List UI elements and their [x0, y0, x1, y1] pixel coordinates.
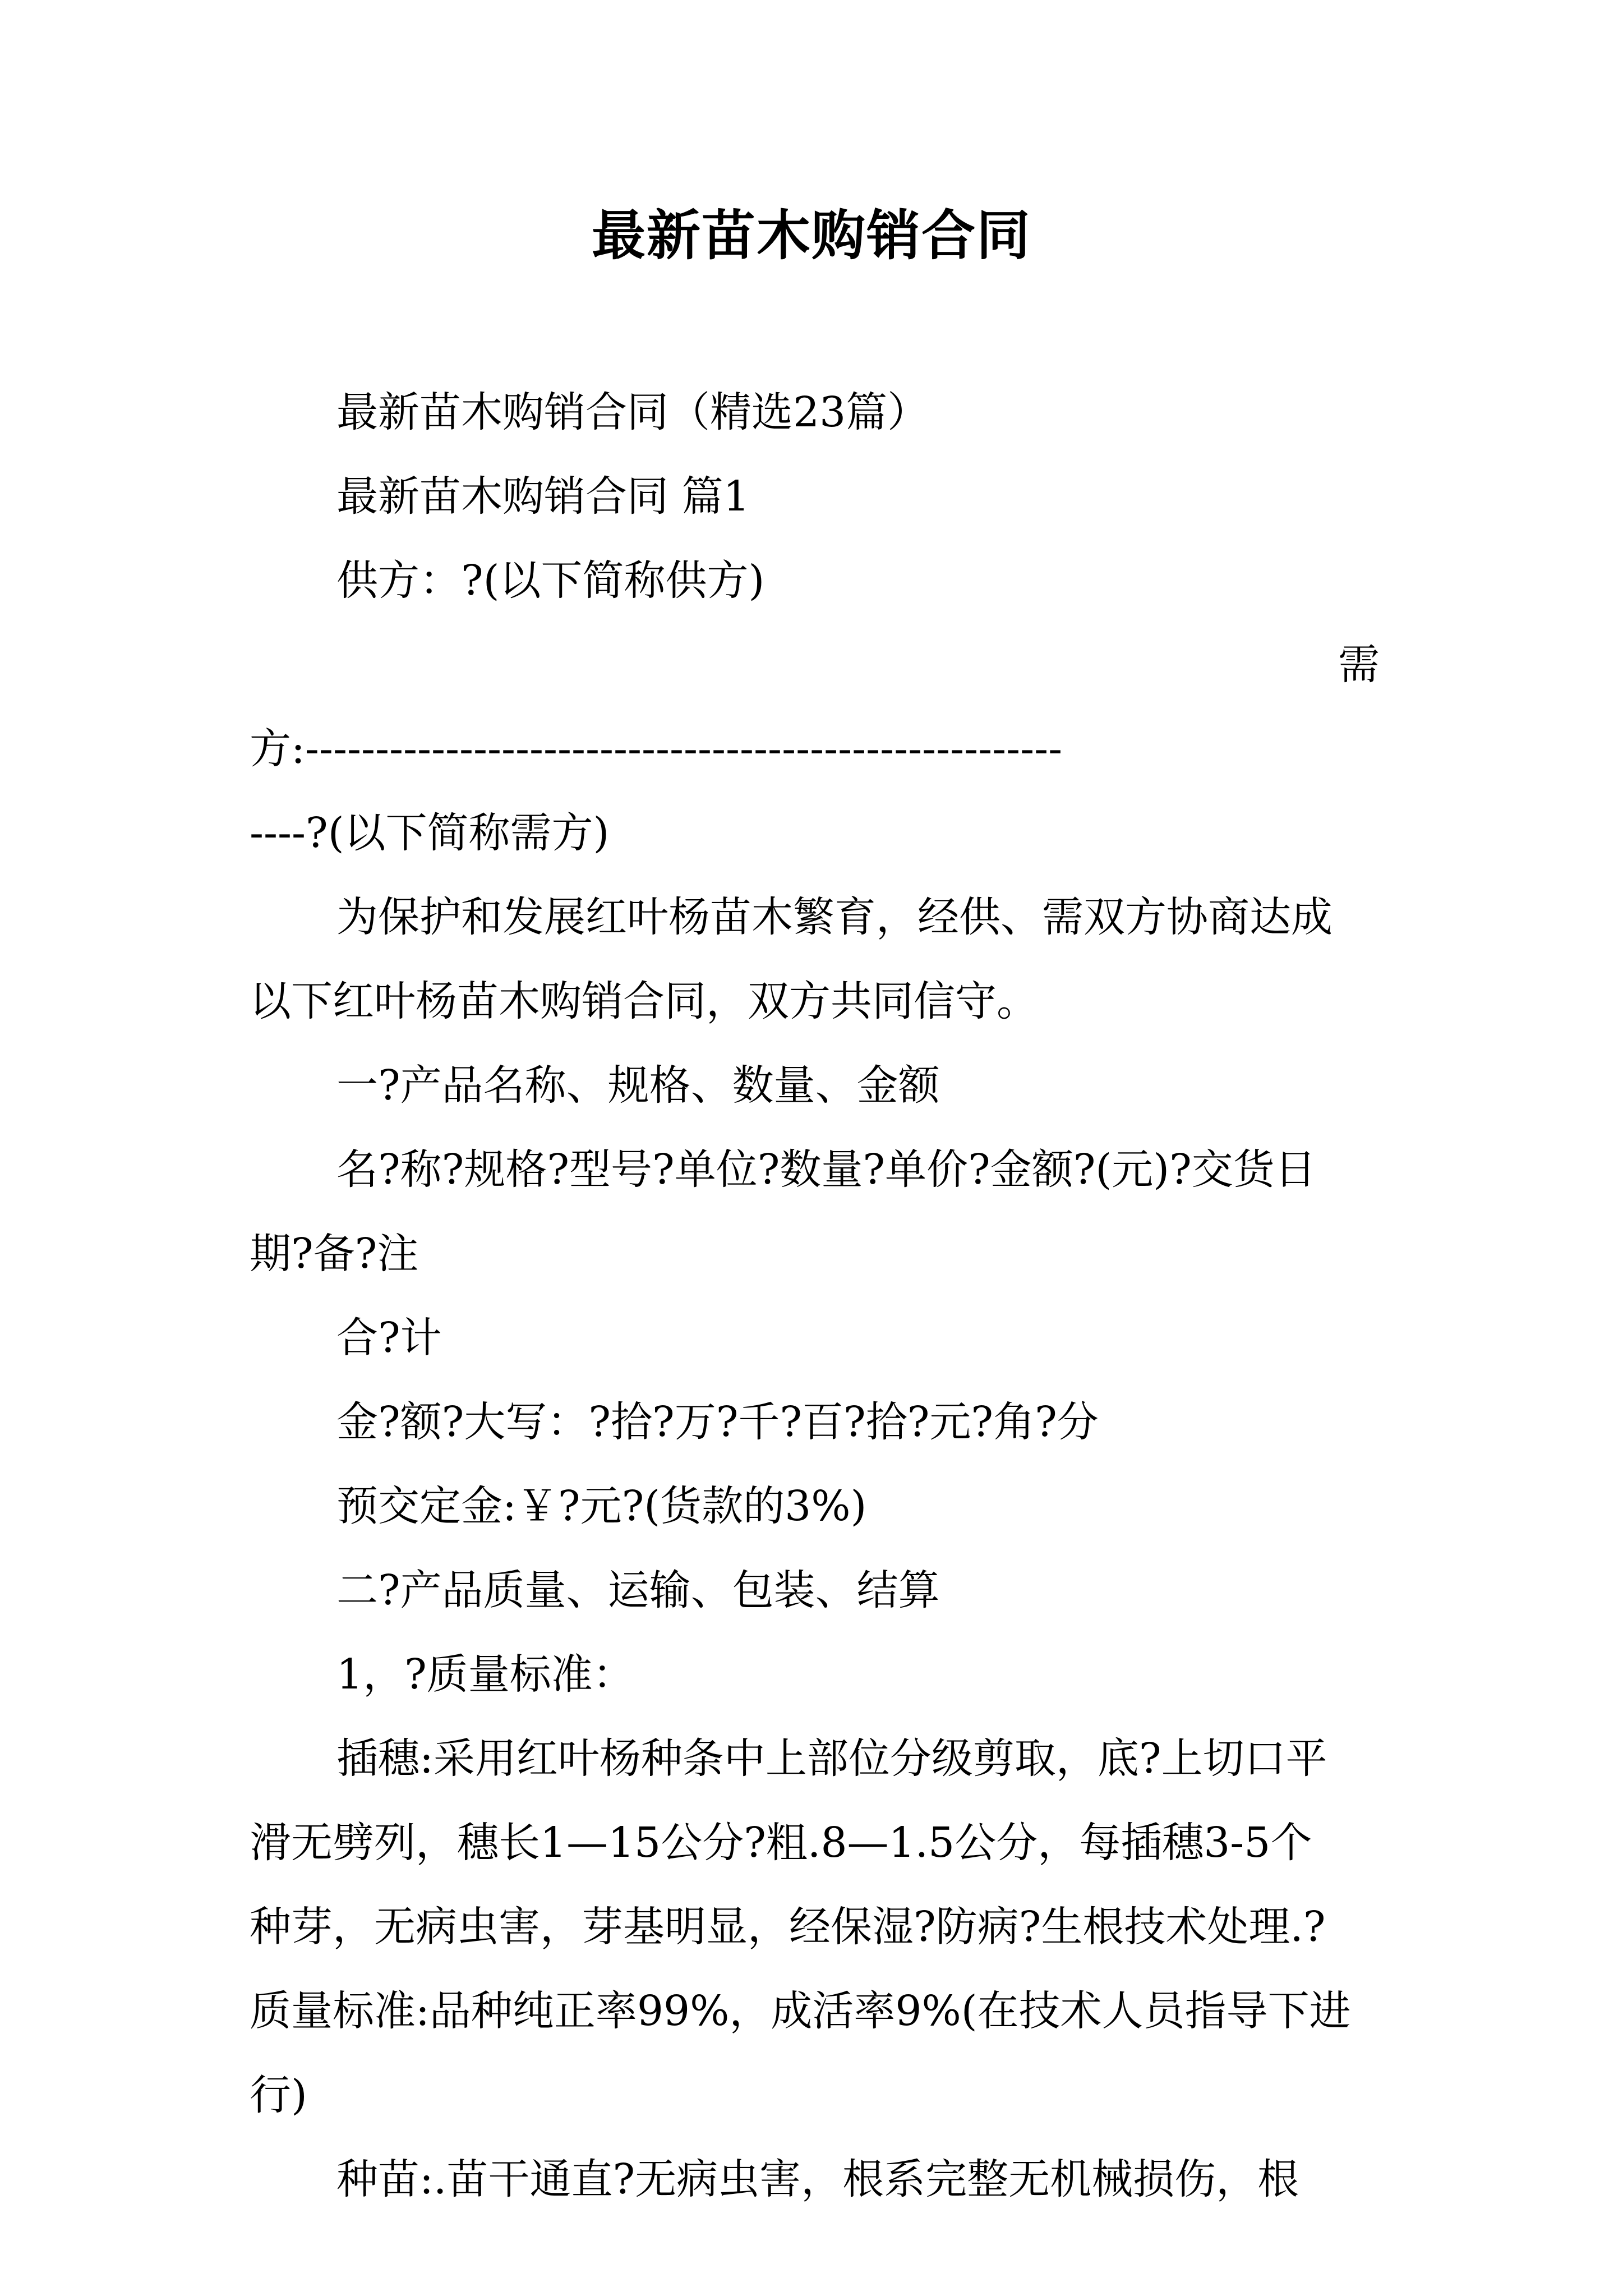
- paragraph-line: 供方：?(以下简称供方): [336, 556, 765, 605]
- paragraph-line: 种苗:.苗干通直?无病虫害，根系完整无机械损伤，根: [336, 2155, 1299, 2203]
- paragraph-line: 以下红叶杨苗木购销合同，双方共同信守。: [250, 977, 1038, 1025]
- paragraph-line: 为保护和发展红叶杨苗木繁育，经供、需双方协商达成: [336, 893, 1332, 941]
- paragraph-line: 名?称?规格?型号?单位?数量?单价?金额?(元)?交货日: [336, 1145, 1316, 1194]
- paragraph-line: 最新苗木购销合同（精选23篇）: [336, 388, 929, 436]
- paragraph-line: ----?(以下简称需方): [250, 809, 610, 857]
- paragraph-line: 需: [1338, 641, 1380, 689]
- document-title: 最新苗木购销合同: [592, 204, 1031, 267]
- paragraph-line: 期?备?注: [250, 1230, 419, 1278]
- paragraph-line: 质量标准:品种纯正率99%，成活率9%(在技术人员指导下进: [250, 1987, 1351, 2035]
- paragraph-line: 二?产品质量、运输、包装、结算: [336, 1566, 940, 1614]
- paragraph-line: 1，?质量标准：: [336, 1650, 634, 1699]
- paragraph-line: 插穗:采用红叶杨种条中上部位分级剪取，底?上切口平: [336, 1734, 1327, 1783]
- paragraph-line: 行): [250, 2071, 307, 2119]
- paragraph-line: 种芽，无病虫害，芽基明显，经保湿?防病?生根技术处理.?: [250, 1903, 1326, 1951]
- paragraph-line: 最新苗木购销合同 篇1: [336, 472, 750, 521]
- paragraph-line: 滑无劈列，穗长1—15公分?粗.8—1.5公分，每插穗3-5个: [250, 1819, 1312, 1867]
- paragraph-line: 金?额?大写：?拾?万?千?百?拾?元?角?分: [336, 1398, 1099, 1446]
- document-body: [250, 370, 1380, 2221]
- paragraph-line: 方:------------------------------------------------------: [250, 725, 1063, 773]
- paragraph-line: 合?计: [336, 1314, 442, 1362]
- paragraph-line: 一?产品名称、规格、数量、金额: [336, 1061, 940, 1110]
- paragraph-line: 预交定金:￥?元?(货款的3%): [336, 1482, 867, 1530]
